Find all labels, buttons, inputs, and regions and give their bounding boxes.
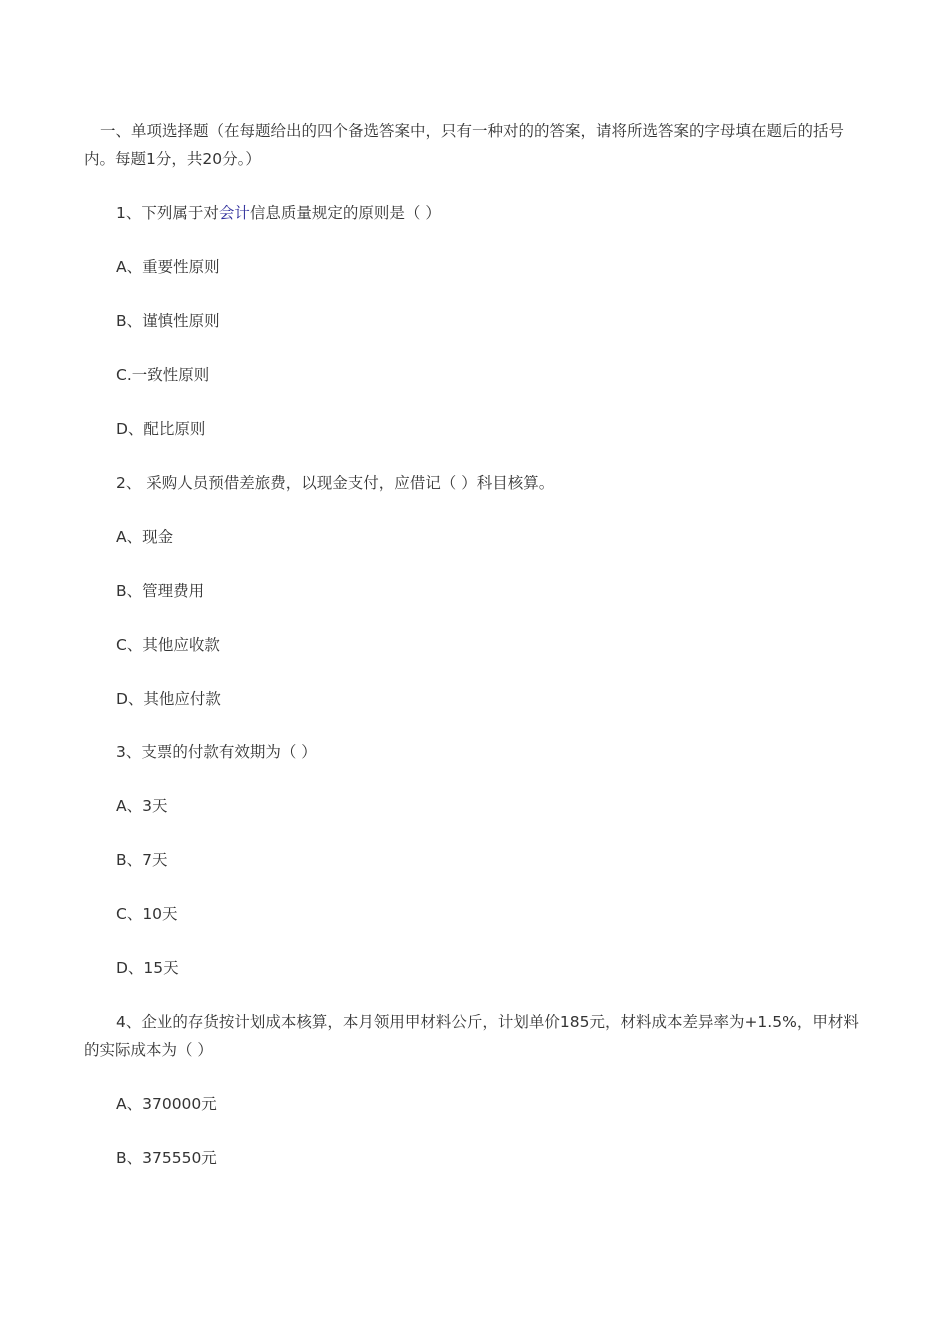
accounting-link[interactable]: 会计 [218, 204, 250, 222]
question-4-option-b: B、375550元 [116, 1149, 217, 1167]
question-1-stem [116, 199, 441, 227]
question-3-option-d: D、15天 [116, 959, 179, 977]
question-3-stem: 3、支票的付款有效期为（ ） [116, 743, 317, 761]
section-heading: 一、单项选择题（在每题给出的四个备选答案中，只有一种对的的答案，请将所选答案的字母填在题后的括号内。每题1分，共20分。） [84, 122, 845, 168]
question-3-option-b: B、7天 [116, 851, 168, 869]
question-2-stem: 2、 采购人员预借差旅费，以现金支付，应借记（ ）科目核算。 [116, 474, 555, 492]
question-2-option-d: D、其他应付款 [116, 690, 221, 708]
question-1-option-d: D、配比原则 [116, 420, 206, 438]
question-2-option-a: A、现金 [116, 528, 174, 546]
question-1-stem-before: 1、下列属于对 [116, 204, 219, 222]
question-3-option-c: C、10天 [116, 905, 178, 923]
question-4-stem: 4、企业的存货按计划成本核算，本月领用甲材料公斤，计划单价185元，材料成本差异率为+1.5%，甲材料的实际成本为（ ） [84, 1013, 859, 1059]
question-1-option-b: B、谨慎性原则 [116, 312, 220, 330]
question-2-option-c: C、其他应收款 [116, 636, 220, 654]
question-1-stem-after: 信息质量规定的原则是（ ） [249, 204, 441, 222]
question-1-option-c: C.一致性原则 [116, 366, 210, 384]
question-4-option-a: A、370000元 [116, 1095, 217, 1113]
question-2-option-b: B、管理费用 [116, 582, 205, 600]
question-3-option-a: A、3天 [116, 797, 168, 815]
question-1-option-a: A、重要性原则 [116, 258, 220, 276]
